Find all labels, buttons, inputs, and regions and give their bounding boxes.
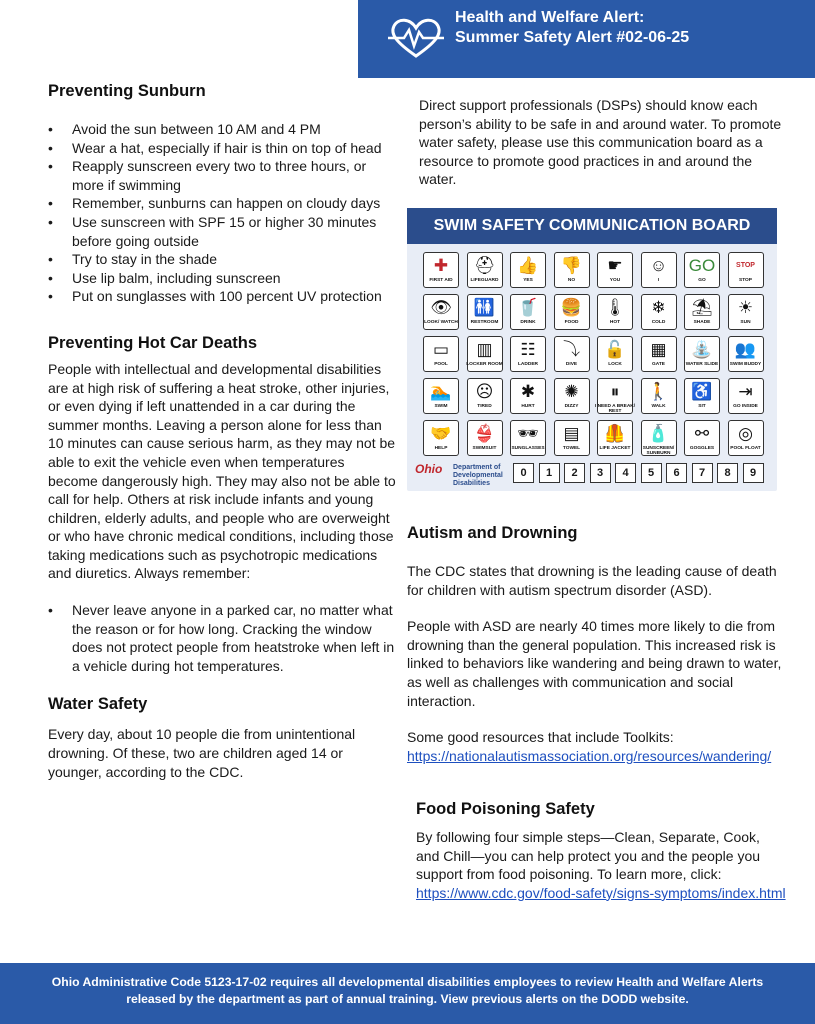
autism-paragraph-2: People with ASD are nearly 40 times more likely to die from drowning than the general population. This increased risk is linked to behaviors like wandering and being drawn to water, as well as challenges with communication and social interaction. [407, 618, 782, 709]
tired-icon: ☹ [475, 382, 494, 401]
board-cell [597, 294, 633, 330]
number-cell: 2 [564, 463, 585, 483]
heart-pulse-icon [386, 14, 446, 62]
list-item: • Wear a hat, especially if hair is thin on top of head [48, 139, 398, 158]
board-cell-label: STOP [739, 278, 752, 283]
board-cell-label: YOU [609, 278, 621, 283]
ladder-icon: ☷ [520, 340, 536, 359]
locker-icon: ▥ [476, 340, 493, 359]
board-cell-label: YES [523, 278, 533, 283]
sunglasses-icon: 🕶 [517, 424, 539, 443]
board-cell [597, 420, 633, 456]
board-cell [728, 378, 764, 414]
board-cell [684, 294, 720, 330]
board-cell [641, 336, 677, 372]
number-cell: 4 [615, 463, 636, 483]
board-cell-label: SWIMSUIT [472, 446, 497, 451]
food-poisoning-paragraph [416, 828, 786, 902]
board-cell-label: SHADE [693, 320, 711, 325]
board-cell [728, 420, 764, 456]
board-cell [467, 252, 503, 288]
list-item: • Avoid the sun between 10 AM and 4 PM [48, 120, 398, 139]
cup-icon: 🥤 [517, 298, 539, 317]
list-item: • Use lip balm, including sunscreen [48, 269, 398, 288]
go-inside-icon: ⇥ [738, 382, 753, 401]
left-column [48, 80, 398, 781]
board-cell-label: SWIM [434, 404, 448, 409]
pool-icon: ▭ [432, 340, 450, 359]
board-cell-label: GOGGLES [689, 446, 715, 451]
alert-title [455, 8, 689, 48]
pause-icon: ⏸ [610, 382, 620, 401]
board-cell [467, 378, 503, 414]
number-cell: 3 [590, 463, 611, 483]
dive-icon: ⤵ [563, 340, 580, 359]
stop-icon: STOP [736, 262, 755, 269]
hot-car-paragraph: People with intellectual and developmental disabilities are at high risk of suffering a heat stroke, other injuries, or even dying if left unattended in a car during the summer months. Leaving a person alone for less than 10 minutes can cause serious harm, as they may not be able to exit the vehicle even when temperatures become dangerously high. They may also not be able to call for help. Others at risk include infants and young children, elderly adults, and people who are overweight or who have chronic medical conditions, including those taking medications such as psychotropic medications and diuretics. Always remember: [48, 360, 396, 582]
board-cell [554, 294, 590, 330]
water-safety-section [48, 693, 398, 781]
board-cell-label: RESTROOM [470, 320, 499, 325]
board-cell [423, 252, 459, 288]
thumbs-up-icon: 👍 [517, 256, 539, 275]
board-cell [554, 378, 590, 414]
hurt-icon: ✱ [520, 382, 536, 401]
board-cell [641, 252, 677, 288]
board-cell-label: SUNSCREEN/ SUNBURN [642, 446, 675, 456]
dizzy-icon: ✺ [564, 382, 579, 401]
cdc-food-safety-link[interactable]: https://www.cdc.gov/food-safety/signs-symptoms/index.html [416, 884, 786, 901]
header-white-block [0, 0, 358, 62]
buddy-icon: 👥 [734, 340, 757, 359]
board-cell-label: LOCKER ROOM [466, 362, 503, 367]
autism-paragraph-3 [407, 728, 787, 765]
gate-icon: ▦ [650, 340, 667, 359]
food-text: By following four simple steps—Clean, Separate, Cook, and Chill—you can help protect you and the people you support from food poisoning. To learn more, click: [416, 829, 761, 883]
pointing-icon: ☛ [607, 256, 623, 275]
food-poisoning-heading: Food Poisoning Safety [416, 800, 595, 818]
board-title: SWIM SAFETY COMMUNICATION BOARD [407, 208, 777, 244]
board-cell-label: SUN [740, 320, 751, 325]
autism-heading: Autism and Drowning [407, 524, 578, 542]
board-cell-label: GO INSIDE [733, 404, 758, 409]
board-cell [728, 252, 764, 288]
hot-car-list [48, 601, 398, 675]
resources-text: Some good resources that include Toolkits: [407, 729, 674, 746]
autism-paragraph-1: The CDC states that drowning is the leading cause of death for children with autism spectrum disorder (ASD). [407, 563, 777, 598]
board-cell [423, 336, 459, 372]
first-aid-icon: ✚ [433, 256, 449, 275]
autism-resources-link[interactable]: https://nationalautismassociation.org/resources/wandering/ [407, 747, 772, 764]
board-cell [423, 378, 459, 414]
dsp-paragraph: Direct support professionals (DSPs) should know each person’s ability to be safe in and around water. To promote water safety, please use this communication board as a resource to promote good practices in and around the water. [419, 97, 782, 188]
walk-icon: 🚶 [647, 382, 670, 401]
food-icon: 🍔 [560, 298, 583, 317]
help-icon: 🤝 [430, 424, 452, 443]
board-cell-label: HOT [609, 320, 621, 325]
board-cell [594, 378, 636, 414]
header-tab [358, 62, 815, 78]
hot-car-section [48, 332, 398, 676]
swim-safety-board [407, 208, 777, 491]
hot-car-heading: Preventing Hot Car Deaths [48, 333, 258, 352]
list-item: • Use sunscreen with SPF 15 or higher 30 minutes before going outside [48, 213, 398, 250]
cold-thermometer-icon: ❄ [651, 298, 666, 317]
sun-icon: ☀ [737, 298, 754, 317]
water-safety-heading: Water Safety [48, 695, 148, 714]
sit-icon: ♿ [691, 382, 713, 401]
lock-icon: 🔓 [604, 340, 626, 359]
board-cell [423, 420, 459, 456]
board-cell [728, 294, 764, 330]
number-cell: 7 [692, 463, 713, 483]
board-cell [467, 420, 503, 456]
board-cell [641, 378, 677, 414]
sunburn-list [48, 120, 398, 306]
board-cell [684, 252, 720, 288]
board-cell-label: WALK [651, 404, 666, 409]
board-cell-label: HELP [434, 446, 448, 451]
food-poisoning-section [416, 798, 786, 902]
alert-title-line1: Health and Welfare Alert: [455, 9, 645, 26]
board-cell-label: LIFE JACKET [599, 446, 631, 451]
hot-thermometer-icon: 🌡 [604, 298, 626, 317]
board-cell-label: COLD [651, 320, 666, 325]
alert-title-line2: Summer Safety Alert #02-06-25 [455, 29, 690, 46]
board-cell-label: I [657, 278, 660, 283]
board-cell-label: TIRED [477, 404, 492, 409]
board-cell [423, 294, 459, 330]
board-cell [684, 336, 720, 372]
sunburn-heading: Preventing Sunburn [48, 82, 206, 100]
board-cell [510, 378, 546, 414]
towel-icon: ▤ [563, 424, 580, 443]
footer [0, 963, 815, 1024]
number-cell: 8 [717, 463, 738, 483]
swim-icon: 🏊 [430, 382, 452, 401]
number-cell: 0 [513, 463, 534, 483]
board-cell [597, 252, 633, 288]
org-line: Developmental [453, 472, 503, 479]
board-cell-label: SIT [698, 404, 706, 409]
board-cell-label: I NEED A BREAK/ REST [594, 404, 636, 414]
number-cell: 1 [539, 463, 560, 483]
board-cell-label: LOCK [608, 362, 622, 367]
board-cell [510, 336, 546, 372]
board-cell [554, 252, 590, 288]
board-cell [597, 336, 633, 372]
goggles-icon: ⚯ [694, 424, 710, 443]
list-item: • Try to stay in the shade [48, 250, 398, 269]
sunscreen-icon: 🧴 [647, 424, 670, 443]
board-cell-label: LIFEGUARD [470, 278, 499, 283]
board-cell-label: NO [567, 278, 576, 283]
board-cell-label: SWIM BUDDY [729, 362, 762, 367]
board-cell [554, 336, 590, 372]
list-item: • Put on sunglasses with 100 percent UV protection [48, 287, 398, 306]
board-cell [684, 378, 720, 414]
thumbs-down-icon: 👎 [560, 256, 583, 275]
ohio-logo: Ohio [415, 462, 443, 476]
board-cell [510, 420, 546, 456]
board-cell [510, 252, 546, 288]
footer-text: Ohio Administrative Code 5123-17-02 requires all developmental disabilities employees to review Health and Welfare Alerts released by the department as part of annual training. View previous alerts on the DODD website. [51, 975, 764, 1006]
number-cell: 5 [641, 463, 662, 483]
board-cell-label: GATE [652, 362, 665, 367]
board-cell [467, 294, 503, 330]
board-cell-label: DIZZY [564, 404, 579, 409]
org-line: Department of [453, 464, 501, 471]
board-cell-label: SUNGLASSES [511, 446, 545, 451]
list-item: • Reapply sunscreen every two to three hours, or more if swimming [48, 157, 398, 194]
board-org-name [453, 464, 503, 488]
person-icon: ☺ [649, 256, 668, 275]
list-item: • Remember, sunburns can happen on cloudy days [48, 194, 398, 213]
board-cell [641, 420, 677, 456]
life-jacket-icon: 🦺 [604, 424, 626, 443]
board-cell [728, 336, 764, 372]
dsp-section [407, 96, 782, 189]
org-line: Disabilities [453, 480, 490, 487]
board-cell [467, 336, 503, 372]
water-slide-icon: ⛲ [691, 340, 713, 359]
board-cell-label: FOOD [564, 320, 579, 325]
board-cell-label: FIRST AID [429, 278, 453, 283]
board-cell-label: DRINK [520, 320, 536, 325]
number-cell: 6 [666, 463, 687, 483]
swimsuit-icon: 👙 [473, 424, 496, 443]
board-cell [510, 294, 546, 330]
board-cell-label: POOL [434, 362, 448, 367]
board-cell-label: DIVE [565, 362, 578, 367]
board-cell [554, 420, 590, 456]
water-safety-paragraph: Every day, about 10 people die from unintentional drowning. Of these, two are children aged 14 or younger, according to the CDC. [48, 726, 356, 780]
board-cell-label: LADDER [518, 362, 538, 367]
lifeguard-icon: ⛑ [473, 256, 496, 275]
list-item: • Never leave anyone in a parked car, no matter what the reason or for how long. Cracking the window does not protect people from heatstroke when left in a vehicle during hot temperatures. [48, 601, 398, 675]
board-cell-label: WATER SLIDE [685, 362, 719, 367]
restroom-icon: 🚻 [473, 298, 496, 317]
number-cell: 9 [743, 463, 764, 483]
board-cell-label: LOOK/ WATCH [424, 320, 458, 325]
go-icon: GO [688, 256, 716, 275]
board-cell-label: HURT [521, 404, 535, 409]
board-cell-label: TOWEL [562, 446, 581, 451]
eye-icon: 👁 [430, 298, 452, 317]
board-cell [684, 420, 720, 456]
board-cell-label: POOL FLOAT [730, 446, 761, 451]
umbrella-icon: ⛱ [691, 298, 713, 317]
board-cell-label: GO [698, 278, 706, 283]
pool-float-icon: ◎ [738, 424, 753, 443]
board-cell [641, 294, 677, 330]
autism-section [407, 522, 787, 765]
